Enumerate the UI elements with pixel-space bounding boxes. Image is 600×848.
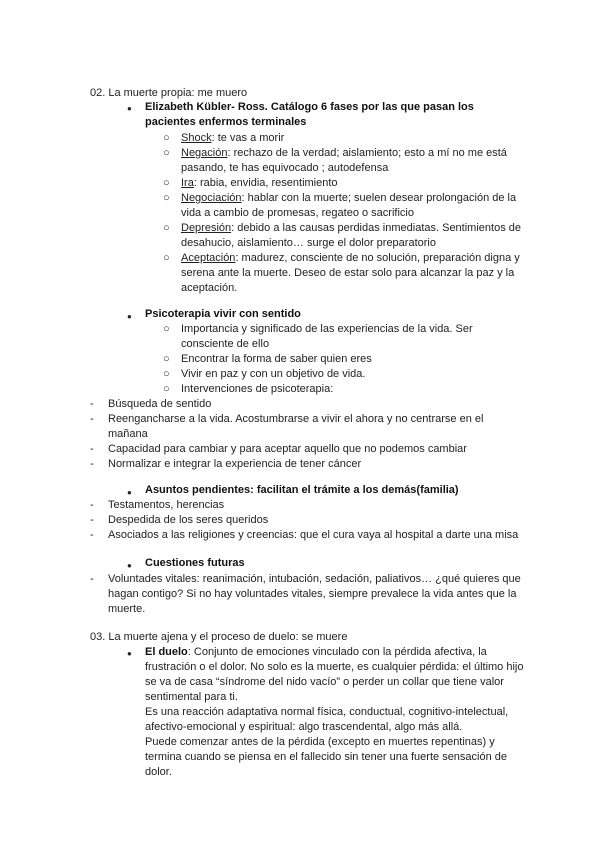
circle-bullet-icon: ○ (163, 368, 170, 380)
asuntos-item: Testamentos, herencias (108, 499, 225, 511)
phase-desc-cont: aceptación. (181, 282, 238, 294)
duelo-line: sentimental para ti. (145, 691, 238, 703)
circle-bullet-icon: ○ (163, 177, 170, 189)
dash-icon: - (90, 398, 94, 410)
phase-desc: : rechazo de la verdad; aislamiento; esto a mí no me está (227, 147, 507, 159)
circle-bullet-icon: ○ (163, 147, 170, 159)
dash-icon: - (90, 499, 94, 511)
duelo-line: afectivo-emocional y espiritual: algo trascendental, algo más allá. (145, 721, 463, 733)
bullet-icon: ● (127, 312, 132, 321)
phase-name: Ira (181, 177, 194, 189)
phase-desc-cont: pasando, te has equivocado ; autodefensa (181, 162, 389, 174)
circle-bullet-icon: ○ (163, 383, 170, 395)
dash-icon: - (90, 413, 94, 425)
phase-name: Aceptación (181, 252, 236, 264)
psico-item: Importancia y significado de las experiencias de la vida. Ser (181, 323, 473, 335)
asuntos-item: Despedida de los seres queridos (108, 514, 269, 526)
dash-icon: - (90, 514, 94, 526)
circle-bullet-icon: ○ (163, 353, 170, 365)
psico-dash-item-cont: mañana (108, 428, 148, 440)
asuntos-item: Asociados a las religiones y creencias: que el cura vaya al hospital a darte una misa (108, 529, 519, 541)
circle-bullet-icon: ○ (163, 323, 170, 335)
phase-name: Depresión (181, 222, 232, 234)
circle-bullet-icon: ○ (163, 132, 170, 144)
phase-aceptacion (181, 251, 520, 266)
phase-desc: : hablar con la muerte; suelen desear prolongación de la (241, 192, 517, 204)
phase-name: Shock (181, 132, 212, 144)
dash-icon: - (90, 529, 94, 541)
phase-name: Negación (181, 147, 228, 159)
dash-icon: - (90, 458, 94, 470)
bullet-icon: ● (127, 488, 132, 497)
phase-desc: : debido a las causas perdidas inmediatas. Sentimientos de (231, 222, 521, 234)
phase-desc-cont: serena ante la muerte. Deseo de estar solo para alcanzar la paz y la (181, 267, 515, 279)
section-03-heading: 03. La muerte ajena y el proceso de duelo: se muere (90, 631, 348, 643)
psico-item: Intervenciones de psicoterapia: (181, 383, 334, 395)
phase-desc: : rabia, envidia, resentimiento (193, 177, 338, 189)
kubler-title: Elizabeth Kübler- Ross. Catálogo 6 fases por las que pasan los (145, 101, 474, 113)
duelo-line: se va de casa “síndrome del nido vacío” o perder un collar que tiene valor (145, 676, 504, 688)
psico-dash-item: Reengancharse a la vida. Acostumbrarse a vivir el ahora y no centrarse en el (108, 413, 484, 425)
phase-desc: : te vas a morir (211, 132, 285, 144)
futuras-item-cont: hagan contigo? Si no hay voluntades vitales, siempre prevalece la vida antes que la (108, 588, 517, 600)
futuras-item: Voluntades vitales: reanimación, intubación, sedación, paliativos… ¿qué quieres que (108, 573, 521, 585)
bullet-icon: ● (127, 561, 132, 570)
phase-desc-cont: vida a cambio de promesas, regateo o sacrificio (181, 207, 414, 219)
circle-bullet-icon: ○ (163, 252, 170, 264)
psico-dash-item: Normalizar e integrar la experiencia de tener cáncer (108, 458, 362, 470)
psicoterapia-title: Psicoterapia vivir con sentido (145, 308, 301, 320)
duelo-line: dolor. (145, 766, 172, 778)
duelo-line: termina cuando se piensa en el fallecido sin tener una fuerte sensación de (145, 751, 508, 763)
asuntos-title: Asuntos pendientes: facilitan el trámite a los demás(familia) (145, 484, 459, 496)
bullet-icon: ● (127, 104, 132, 113)
psico-dash-item: Capacidad para cambiar y para aceptar aquello que no podemos cambiar (108, 443, 467, 455)
circle-bullet-icon: ○ (163, 222, 170, 234)
dash-icon: - (90, 443, 94, 455)
phase-ira (181, 176, 338, 191)
futuras-title: Cuestiones futuras (145, 557, 245, 569)
phase-depresion (181, 221, 521, 236)
psico-item: Vivir en paz y con un objetivo de vida. (181, 368, 366, 380)
duelo-line: Puede comenzar antes de la pérdida (excepto en muertes repentinas) y (145, 736, 495, 748)
phase-desc-cont: desahucio, aislamiento… surge el dolor preparatorio (181, 237, 436, 249)
phase-shock (181, 131, 284, 146)
kubler-title-cont: pacientes enfermos terminales (145, 116, 307, 128)
phase-negociacion (181, 191, 516, 206)
psico-item-cont: consciente de ello (181, 338, 270, 350)
duelo-line: : Conjunto de emociones vinculado con la pérdida afectiva, la (187, 646, 487, 658)
psico-dash-item: Búsqueda de sentido (108, 398, 212, 410)
psico-item: Encontrar la forma de saber quien eres (181, 353, 372, 365)
phase-desc: : madurez, consciente de no solución, preparación digna y (235, 252, 520, 264)
phase-negacion (181, 146, 507, 161)
phase-name: Negociación (181, 192, 242, 204)
circle-bullet-icon: ○ (163, 192, 170, 204)
section-02-heading: 02. La muerte propia: me muero (90, 87, 248, 99)
dash-icon: - (90, 573, 94, 585)
futuras-item-cont: muerte. (108, 603, 146, 615)
duelo-definition (145, 645, 487, 660)
duelo-line: Es una reacción adaptativa normal física, conductual, cognitivo-intelectual, (145, 706, 509, 718)
bullet-icon: ● (127, 649, 132, 658)
duelo-line: frustración o el dolor. No solo es la muerte, es cualquier pérdida: el último hijo (145, 661, 524, 673)
duelo-term: El duelo (145, 646, 188, 658)
